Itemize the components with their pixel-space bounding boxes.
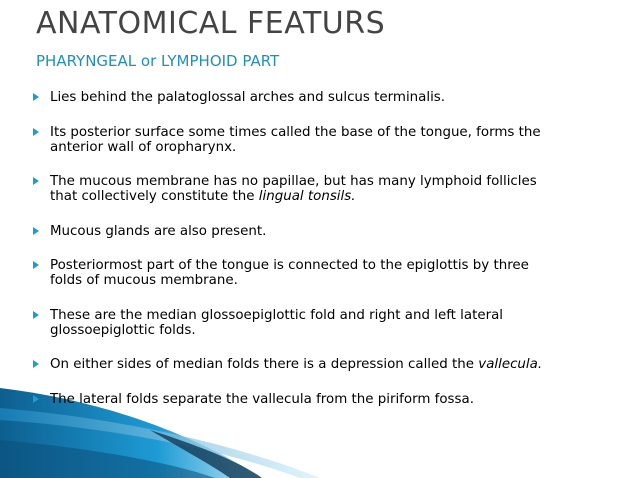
italic-term: lingual tonsils. — [258, 189, 356, 204]
bullet-text-continued: folds of mucous membrane. — [50, 273, 238, 288]
arrow-bullet-icon — [33, 93, 39, 101]
arrow-bullet-icon — [33, 177, 39, 185]
arrow-bullet-icon — [33, 395, 39, 403]
bullet-item — [33, 357, 623, 372]
bullet-text-continued — [50, 189, 623, 204]
bullet-item — [33, 90, 623, 105]
bullet-text-part: On either sides of median folds there is a depression called the — [50, 357, 479, 372]
slide-title: ANATOMICAL FEATURS — [36, 6, 386, 41]
arrow-bullet-icon — [33, 360, 39, 368]
bullet-item — [33, 174, 623, 204]
bullet-text: The lateral folds separate the vallecula from the piriform fossa. — [50, 391, 474, 407]
bullet-text: The mucous membrane has no papillae, but has many lymphoid follicles — [50, 174, 537, 189]
arrow-bullet-icon — [33, 128, 39, 136]
bullet-text: Its posterior surface some times called the base of the tongue, forms the — [50, 124, 541, 140]
bullet-text — [50, 357, 623, 372]
bullet-text: Mucous glands are also present. — [50, 223, 267, 239]
bullet-item — [33, 224, 623, 239]
arrow-bullet-icon — [33, 311, 39, 319]
bullet-text-continued: glossoepiglottic folds. — [50, 322, 196, 338]
arrow-bullet-icon — [33, 227, 39, 235]
bullet-item — [33, 258, 623, 288]
italic-term: vallecula. — [478, 357, 543, 372]
bullet-item — [33, 308, 623, 338]
bullet-item — [33, 125, 623, 155]
bullet-text: These are the median glossoepiglottic fold and right and left lateral — [50, 307, 504, 323]
arrow-bullet-icon — [33, 261, 39, 269]
slide-subtitle: PHARYNGEAL or LYMPHOID PART — [36, 52, 280, 70]
bullet-list — [33, 90, 623, 426]
bullet-text: Posteriormost part of the tongue is connected to the epiglottis by three — [50, 258, 529, 273]
bullet-text-continued: anterior wall of oropharynx. — [50, 139, 237, 155]
bullet-text-part: that collectively constitute the — [50, 189, 259, 204]
bullet-item — [33, 392, 623, 407]
bullet-text: Lies behind the palatoglossal arches and sulcus terminalis. — [50, 90, 446, 105]
